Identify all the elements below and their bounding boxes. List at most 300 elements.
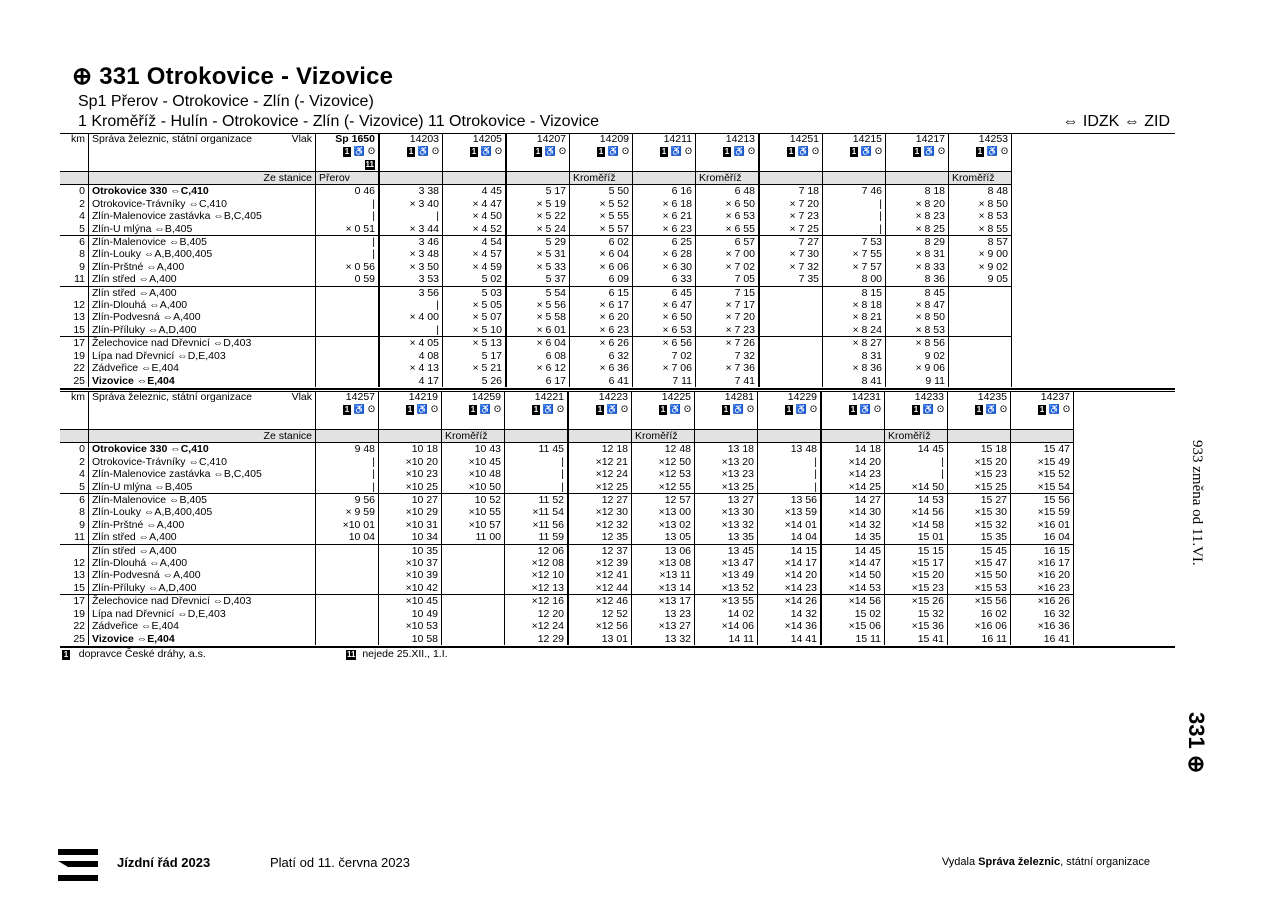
- operator-badge: 1: [1039, 405, 1045, 415]
- time-cell: × 4 59: [443, 261, 506, 273]
- table-row: [60, 582, 1074, 595]
- time-cell: ×10 53: [379, 620, 442, 632]
- wheelchair-icon: ♿: [1048, 404, 1061, 415]
- time-cell: 14 53: [885, 494, 948, 507]
- time-cell: × 4 50: [443, 210, 506, 222]
- time-cell: ×12 24: [569, 468, 632, 480]
- time-cell: ×16 06: [948, 620, 1011, 632]
- time-cell: × 3 40: [380, 198, 443, 210]
- time-cell: × 6 20: [570, 311, 633, 323]
- time-cell: 14 35: [822, 531, 885, 544]
- time-cell: ×11 56: [505, 519, 568, 531]
- wheelchair-icon: ♿: [606, 404, 619, 415]
- time-cell: 6 41: [570, 375, 633, 387]
- wheelchair-icon: ♿: [669, 404, 682, 415]
- time-cell: × 5 07: [443, 311, 506, 323]
- time-cell: 7 35: [760, 273, 823, 286]
- time-cell: × 6 53: [633, 324, 696, 337]
- train-number: 14211 1 ♿ ʘ: [633, 133, 696, 172]
- time-cell: 3 53: [380, 273, 443, 286]
- origin-station: [1011, 430, 1074, 443]
- time-cell: 15 32: [885, 608, 948, 620]
- time-cell: ×12 32: [569, 519, 632, 531]
- station-name: Otrokovice-Trávníky ⇔C,410: [89, 456, 316, 468]
- time-cell: ×14 47: [822, 557, 885, 569]
- time-cell: 14 32: [758, 608, 821, 620]
- time-cell: × 6 50: [633, 311, 696, 323]
- time-cell: 10 52: [442, 494, 505, 507]
- footer-publisher: Vydala Správa železnic, státní organizace: [941, 856, 1150, 868]
- time-cell: ×14 23: [822, 468, 885, 480]
- origin-station: [886, 172, 949, 185]
- time-cell: [316, 544, 379, 557]
- time-cell: |: [316, 198, 379, 210]
- time-cell: 14 45: [885, 443, 948, 456]
- train-number: 14213 1 ♿ ʘ: [696, 133, 759, 172]
- time-cell: ×15 20: [948, 456, 1011, 468]
- time-cell: |: [316, 456, 379, 468]
- time-cell: × 9 59: [316, 506, 379, 518]
- time-cell: × 5 56: [507, 299, 570, 311]
- time-cell: ×13 23: [695, 468, 758, 480]
- time-cell: × 8 20: [886, 198, 949, 210]
- km-value: 15: [73, 323, 85, 336]
- time-cell: × 4 52: [443, 223, 506, 236]
- time-cell: ×14 25: [822, 481, 885, 494]
- time-cell: 13 48: [758, 443, 821, 456]
- train-number: 14231 1 ♿ ʘ: [822, 391, 885, 430]
- time-cell: 7 53: [823, 236, 886, 249]
- train-number: 14251 1 ♿ ʘ: [760, 133, 823, 172]
- time-cell: [949, 286, 1012, 299]
- time-cell: 7 18: [760, 185, 823, 198]
- km-value: 5: [79, 222, 85, 235]
- time-cell: ×16 23: [1011, 582, 1074, 595]
- table-row: [60, 481, 1074, 494]
- bicycle-icon: ʘ: [1062, 404, 1070, 415]
- bicycle-icon: ʘ: [494, 146, 502, 157]
- origin-station: [379, 430, 442, 443]
- time-cell: 8 57: [949, 236, 1012, 249]
- operator-badge: 1: [850, 405, 856, 415]
- line-subtitle: Sp1 Přerov - Otrokovice - Zlín (- Vizovice): [78, 93, 374, 110]
- time-cell: 8 29: [886, 236, 949, 249]
- time-cell: 16 32: [1011, 608, 1074, 620]
- operator-badge: 1: [597, 405, 603, 415]
- time-cell: 15 15: [885, 544, 948, 557]
- time-cell: 14 45: [822, 544, 885, 557]
- time-cell: 10 04: [316, 531, 379, 544]
- operator-badge: 1: [788, 147, 794, 157]
- km-value: 0: [79, 443, 85, 456]
- time-cell: ×15 17: [885, 557, 948, 569]
- time-cell: × 5 52: [570, 198, 633, 210]
- time-cell: [949, 375, 1012, 387]
- time-cell: × 6 18: [633, 198, 696, 210]
- note-11-badge: 11: [365, 159, 374, 169]
- km-value: 9: [79, 518, 85, 531]
- time-cell: 3 38: [380, 185, 443, 198]
- time-cell: [316, 350, 379, 362]
- time-cell: [442, 620, 505, 632]
- table-row: [60, 633, 1074, 645]
- wheelchair-icon: ♿: [542, 404, 555, 415]
- time-cell: ×12 21: [569, 456, 632, 468]
- time-cell: 5 50: [570, 185, 633, 198]
- km-value: 4: [79, 210, 85, 223]
- time-cell: ×13 52: [695, 582, 758, 595]
- time-cell: × 5 13: [443, 337, 506, 350]
- origin-station: [823, 172, 886, 185]
- operator-badge: 1: [470, 405, 476, 415]
- time-cell: |: [758, 481, 821, 494]
- time-cell: [760, 324, 823, 337]
- time-cell: ×10 29: [379, 506, 442, 518]
- time-cell: 14 18: [822, 443, 885, 456]
- time-cell: 13 23: [632, 608, 695, 620]
- time-cell: |: [316, 236, 379, 249]
- time-cell: 8 00: [823, 273, 886, 286]
- table-row: [60, 557, 1074, 569]
- time-cell: 10 35: [379, 544, 442, 557]
- time-cell: [760, 375, 823, 387]
- wheelchair-icon: ♿: [859, 404, 872, 415]
- time-cell: 16 04: [1011, 531, 1074, 544]
- time-cell: [949, 362, 1012, 374]
- origin-station: Kroměříž: [570, 172, 633, 185]
- time-cell: × 6 50: [696, 198, 759, 210]
- time-cell: 14 04: [758, 531, 821, 544]
- time-cell: 8 31: [823, 350, 886, 362]
- line-title: ⊕ 331 Otrokovice - Vizovice: [72, 63, 394, 90]
- time-cell: 11 59: [505, 531, 568, 544]
- time-cell: ×12 55: [632, 481, 695, 494]
- time-cell: ×14 17: [758, 557, 821, 569]
- origin-station: [758, 430, 821, 443]
- wheelchair-icon: ♿: [353, 404, 366, 415]
- station-name: Zlín-Prštné ⇔A,400: [89, 519, 316, 531]
- time-cell: × 6 36: [570, 362, 633, 374]
- time-cell: 8 36: [886, 273, 949, 286]
- time-cell: ×13 47: [695, 557, 758, 569]
- time-cell: 6 17: [507, 375, 570, 387]
- table-row: [60, 494, 1074, 507]
- time-cell: ×15 56: [948, 595, 1011, 608]
- station-name: Zlín-Podvesná ⇔A,400: [89, 311, 316, 323]
- time-cell: 3 46: [380, 236, 443, 249]
- time-cell: 14 41: [758, 633, 821, 645]
- station-name: Zádveřice ⇔E,404: [89, 620, 316, 632]
- bicycle-icon: ʘ: [431, 146, 439, 157]
- train-number: 14223 1 ♿ ʘ: [569, 391, 632, 430]
- time-cell: |: [758, 456, 821, 468]
- train-number: 14203 1 ♿ ʘ: [380, 133, 443, 172]
- time-cell: ×12 46: [569, 595, 632, 608]
- train-number: 14235 1 ♿ ʘ: [948, 391, 1011, 430]
- wheelchair-icon: ♿: [860, 146, 873, 157]
- time-cell: 10 58: [379, 633, 442, 645]
- time-cell: ×12 16: [505, 595, 568, 608]
- time-cell: ×12 13: [505, 582, 568, 595]
- time-cell: ×13 00: [632, 506, 695, 518]
- time-cell: ×15 23: [885, 582, 948, 595]
- time-cell: ×14 53: [822, 582, 885, 595]
- bicycle-icon: ʘ: [999, 404, 1007, 415]
- time-cell: × 4 47: [443, 198, 506, 210]
- time-cell: × 4 05: [380, 337, 443, 350]
- wheelchair-icon: ♿: [544, 146, 557, 157]
- time-cell: 12 57: [632, 494, 695, 507]
- time-cell: [316, 324, 379, 337]
- operator-badge: 1: [723, 405, 729, 415]
- time-cell: 5 54: [507, 286, 570, 299]
- time-cell: [316, 299, 379, 311]
- table-row: [60, 569, 1074, 581]
- km-value: 25: [73, 374, 85, 387]
- table-row: [60, 350, 1012, 362]
- note-badge-11: 11: [347, 650, 356, 659]
- time-cell: 4 45: [443, 185, 506, 198]
- time-cell: |: [885, 468, 948, 480]
- time-cell: × 8 21: [823, 311, 886, 323]
- time-cell: ×15 20: [885, 569, 948, 581]
- time-cell: 9 05: [949, 273, 1012, 286]
- time-cell: 14 15: [758, 544, 821, 557]
- operator-badge: 1: [535, 147, 541, 157]
- table-row: [60, 210, 1012, 222]
- station-name: Zlín-U mlýna ⇔B,405: [89, 223, 316, 236]
- time-cell: × 7 26: [696, 337, 759, 350]
- time-cell: ×13 02: [632, 519, 695, 531]
- km-value: [60, 544, 89, 557]
- time-cell: ×15 06: [822, 620, 885, 632]
- station-name: Zlín-Louky ⇔A,B,400,405: [89, 248, 316, 260]
- time-cell: [442, 595, 505, 608]
- time-cell: [316, 620, 379, 632]
- km-value: 15: [73, 581, 85, 594]
- time-cell: × 7 25: [760, 223, 823, 236]
- train-number: 14259 1 ♿ ʘ: [442, 391, 505, 430]
- time-cell: [316, 557, 379, 569]
- time-cell: × 9 00: [949, 248, 1012, 260]
- station-name: Zlín-Malenovice zastávka ⇔B,C,405: [89, 468, 316, 480]
- origin-station: Kroměříž: [442, 430, 505, 443]
- time-cell: ×10 31: [379, 519, 442, 531]
- time-cell: 14 02: [695, 608, 758, 620]
- time-cell: [949, 337, 1012, 350]
- footnote-1: 1 dopravce České dráhy, a.s.: [63, 648, 206, 660]
- time-cell: |: [758, 468, 821, 480]
- table-row: [60, 456, 1074, 468]
- origin-station: Kroměříž: [949, 172, 1012, 185]
- bicycle-icon: ʘ: [367, 404, 375, 415]
- time-cell: 5 17: [507, 185, 570, 198]
- time-cell: 15 02: [822, 608, 885, 620]
- time-cell: 11 00: [442, 531, 505, 544]
- station-name: Lípa nad Dřevnicí ⇔D,E,403: [89, 350, 316, 362]
- time-cell: × 8 24: [823, 324, 886, 337]
- time-cell: ×16 20: [1011, 569, 1074, 581]
- time-cell: ×10 55: [442, 506, 505, 518]
- time-cell: ×10 42: [379, 582, 442, 595]
- time-cell: [442, 557, 505, 569]
- time-cell: × 3 48: [380, 248, 443, 260]
- time-cell: × 5 33: [507, 261, 570, 273]
- bicycle-icon: ʘ: [430, 404, 438, 415]
- train-number: Sp 1650 1 ♿ ʘ 11: [316, 133, 379, 172]
- time-cell: × 8 18: [823, 299, 886, 311]
- km-value: 8: [79, 506, 85, 519]
- bicycle-icon: ʘ: [809, 404, 817, 415]
- wheelchair-icon: ♿: [733, 146, 746, 157]
- time-cell: 5 26: [443, 375, 506, 387]
- time-cell: 6 15: [570, 286, 633, 299]
- time-cell: ×14 56: [885, 506, 948, 518]
- bicycle-icon: ʘ: [1000, 146, 1008, 157]
- time-cell: 11 45: [505, 443, 568, 456]
- origin-station: [760, 172, 823, 185]
- time-cell: × 6 23: [570, 324, 633, 337]
- time-cell: × 8 53: [949, 210, 1012, 222]
- time-cell: ×15 50: [948, 569, 1011, 581]
- time-cell: 4 54: [443, 236, 506, 249]
- origin-station: [695, 430, 758, 443]
- table-row: [60, 261, 1012, 273]
- km-value: 4: [79, 468, 85, 481]
- station-name: Želechovice nad Dřevnicí ⇔D,403: [89, 595, 316, 608]
- station-name: Zlín-Dlouhá ⇔A,400: [89, 557, 316, 569]
- station-name: Zlín-Malenovice zastávka ⇔B,C,405: [89, 210, 316, 222]
- time-cell: × 6 26: [570, 337, 633, 350]
- time-cell: [949, 299, 1012, 311]
- footnote-11: 11 nejede 25.XII., 1.I.: [347, 648, 448, 660]
- station-name: Lípa nad Dřevnicí ⇔D,E,403: [89, 608, 316, 620]
- time-cell: × 7 02: [696, 261, 759, 273]
- time-cell: 12 52: [569, 608, 632, 620]
- time-cell: ×10 50: [442, 481, 505, 494]
- table-row: [60, 443, 1074, 456]
- km-value: 2: [79, 197, 85, 210]
- time-cell: 4 08: [380, 350, 443, 362]
- time-cell: |: [316, 481, 379, 494]
- time-cell: × 8 56: [886, 337, 949, 350]
- footer-valid: Platí od 11. června 2023: [270, 855, 410, 870]
- time-cell: 7 05: [696, 273, 759, 286]
- time-cell: ×12 44: [569, 582, 632, 595]
- time-cell: × 4 57: [443, 248, 506, 260]
- operator-header: Správa železnic, státní organizace Vlak: [89, 133, 316, 172]
- time-cell: 14 27: [822, 494, 885, 507]
- time-cell: 13 45: [695, 544, 758, 557]
- time-cell: ×16 01: [1011, 519, 1074, 531]
- table-row: [60, 185, 1012, 198]
- time-cell: ×10 23: [379, 468, 442, 480]
- table-row: [60, 544, 1074, 557]
- time-cell: ×16 36: [1011, 620, 1074, 632]
- time-cell: ×12 24: [505, 620, 568, 632]
- time-cell: ×12 08: [505, 557, 568, 569]
- wheelchair-icon: ♿: [353, 146, 366, 157]
- km-value: 11: [74, 531, 85, 544]
- time-cell: × 6 17: [570, 299, 633, 311]
- time-cell: ×14 32: [822, 519, 885, 531]
- station-name: Zlín střed ⇔A,400: [89, 286, 316, 299]
- train-number: 14207 1 ♿ ʘ: [507, 133, 570, 172]
- station-name: Zlín-Prštné ⇔A,400: [89, 261, 316, 273]
- operator-header: Správa železnic, státní organizace Vlak: [89, 391, 316, 430]
- time-cell: 15 01: [885, 531, 948, 544]
- time-cell: ×15 32: [948, 519, 1011, 531]
- time-cell: × 8 55: [949, 223, 1012, 236]
- km-value: 13: [73, 311, 85, 324]
- time-cell: 4 17: [380, 375, 443, 387]
- time-cell: ×14 36: [758, 620, 821, 632]
- bicycle-icon: ʘ: [620, 404, 628, 415]
- time-cell: × 6 01: [507, 324, 570, 337]
- time-cell: [316, 311, 379, 323]
- time-cell: × 5 55: [570, 210, 633, 222]
- operator-badge: 1: [786, 405, 792, 415]
- time-cell: [316, 337, 379, 350]
- time-cell: ×15 54: [1011, 481, 1074, 494]
- station-name: Zlín-Louky ⇔A,B,400,405: [89, 506, 316, 518]
- bicycle-icon: ʘ: [937, 146, 945, 157]
- footer-title: Jízdní řád 2023: [117, 855, 211, 870]
- station-name: Otrokovice 330 ⇔C,410: [89, 443, 316, 456]
- time-cell: ×13 55: [695, 595, 758, 608]
- time-cell: ×13 30: [695, 506, 758, 518]
- time-cell: 13 06: [632, 544, 695, 557]
- wheelchair-icon: ♿: [480, 146, 493, 157]
- time-cell: ×16 17: [1011, 557, 1074, 569]
- table-row: [60, 236, 1012, 249]
- time-cell: 6 48: [696, 185, 759, 198]
- km-value: 22: [73, 362, 85, 375]
- station-name: Želechovice nad Dřevnicí ⇔D,403: [89, 337, 316, 350]
- station-name: Zlín střed ⇔A,400: [89, 531, 316, 544]
- time-cell: 12 20: [505, 608, 568, 620]
- wheelchair-icon: ♿: [795, 404, 808, 415]
- time-cell: ×12 25: [569, 481, 632, 494]
- time-cell: × 5 24: [507, 223, 570, 236]
- operator-badge: 1: [344, 405, 350, 415]
- time-cell: 8 18: [886, 185, 949, 198]
- time-cell: × 8 31: [886, 248, 949, 260]
- time-cell: 16 15: [1011, 544, 1074, 557]
- time-cell: × 3 44: [380, 223, 443, 236]
- station-name: Zlín střed ⇔A,400: [89, 544, 316, 557]
- time-cell: [316, 375, 379, 387]
- time-cell: [442, 544, 505, 557]
- origin-station: [633, 172, 696, 185]
- time-cell: ×14 56: [822, 595, 885, 608]
- bicycle-icon: ʘ: [874, 146, 882, 157]
- time-cell: 13 18: [695, 443, 758, 456]
- time-cell: ×14 58: [885, 519, 948, 531]
- operator-badge: 1: [407, 405, 413, 415]
- time-cell: |: [505, 481, 568, 494]
- time-cell: 13 27: [695, 494, 758, 507]
- train-number: 14225 1 ♿ ʘ: [632, 391, 695, 430]
- time-cell: [316, 582, 379, 595]
- time-cell: × 5 57: [570, 223, 633, 236]
- km-value: 5: [79, 480, 85, 493]
- wheelchair-icon: ♿: [985, 404, 998, 415]
- time-cell: 7 27: [760, 236, 823, 249]
- time-cell: 12 27: [569, 494, 632, 507]
- time-cell: × 7 20: [696, 311, 759, 323]
- time-cell: ×15 52: [1011, 468, 1074, 480]
